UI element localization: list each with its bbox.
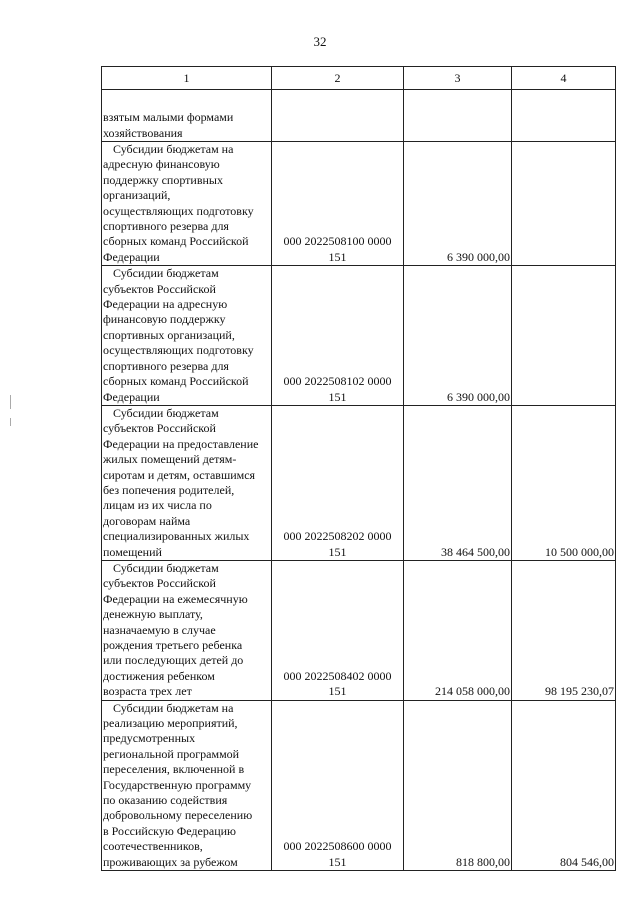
- name-line: адресную финансовую: [103, 157, 220, 172]
- table-header-row: [102, 67, 616, 90]
- name-line: спортивного резерва для: [103, 219, 229, 234]
- name-line: финансовую поддержку: [103, 312, 226, 327]
- name-line: переселения, включенной в: [103, 762, 245, 777]
- row-amount-col4: [512, 266, 616, 406]
- code-line: 000 2022508402 0000: [283, 668, 392, 683]
- row-name: [102, 405, 272, 560]
- name-line: Субсидии бюджетам: [113, 405, 219, 420]
- name-line: реализацию мероприятий,: [103, 716, 238, 731]
- table-row: [102, 700, 616, 870]
- name-line: Федерации на предоставление: [103, 436, 259, 451]
- name-line: лицам из их числа по: [103, 498, 212, 513]
- name-line: Субсидии бюджетам: [113, 266, 219, 281]
- name-line: субъектов Российской: [103, 576, 216, 591]
- name-line: возраста трех лет: [103, 684, 192, 699]
- table-row: [102, 560, 616, 700]
- row-code: [272, 90, 404, 142]
- code-line: 000 2022508100 0000: [283, 234, 392, 249]
- name-line: Субсидии бюджетам на: [113, 700, 234, 715]
- name-line: достижения ребенком: [103, 668, 215, 683]
- name-line: субъектов Российской: [103, 281, 216, 296]
- row-code: [272, 405, 404, 560]
- code-line: 000 2022508102 0000: [283, 374, 392, 389]
- code-line: 151: [328, 854, 347, 869]
- name-line: без попечения родителей,: [103, 482, 235, 497]
- row-amount-col3: 214 058 000,00: [404, 560, 512, 700]
- name-line: сборных команд Российской: [103, 374, 249, 389]
- name-line: Субсидии бюджетам: [113, 560, 219, 575]
- continuation-row: [102, 90, 616, 142]
- row-code: [272, 560, 404, 700]
- row-name: [102, 266, 272, 406]
- code-line: 151: [328, 389, 347, 404]
- row-amount-col4: [512, 90, 616, 142]
- row-amount-col4: 804 546,00: [512, 700, 616, 870]
- column-header: 4: [512, 67, 616, 90]
- page-number: 32: [313, 34, 327, 49]
- name-line: проживающих за рубежом: [103, 854, 238, 869]
- row-name: [102, 700, 272, 870]
- name-line: Федерации: [103, 389, 160, 404]
- row-name: [102, 90, 272, 142]
- row-amount-col3: 6 390 000,00: [404, 142, 512, 266]
- name-line: или последующих детей до: [103, 653, 244, 668]
- name-line: денежную выплату,: [103, 607, 203, 622]
- row-code: [272, 266, 404, 406]
- row-code: [272, 700, 404, 870]
- name-line: Федерации: [103, 249, 160, 264]
- name-line: предусмотренных: [103, 731, 196, 746]
- code-line: 151: [328, 544, 347, 559]
- name-line: осуществляющих подготовку: [103, 343, 254, 358]
- budget-table: [101, 66, 616, 871]
- name-line: сборных команд Российской: [103, 234, 249, 249]
- name-line: Федерации на адресную: [103, 297, 228, 312]
- name-line: добровольному переселению: [103, 808, 253, 823]
- row-amount-col4: 98 195 230,07: [512, 560, 616, 700]
- name-line: рождения третьего ребенка: [103, 638, 243, 652]
- name-line: Федерации на ежемесячную: [103, 591, 248, 606]
- row-amount-col3: 6 390 000,00: [404, 266, 512, 406]
- name-line: субъектов Российской: [103, 421, 216, 436]
- name-line: спортивных организаций,: [103, 327, 235, 342]
- name-line: назначаемую в случае: [103, 622, 216, 637]
- name-line: соотечественников,: [103, 839, 203, 854]
- name-line: региональной программой: [103, 746, 240, 761]
- name-line: Государственную программу: [103, 777, 252, 792]
- name-line: поддержку спортивных: [103, 172, 223, 187]
- code-line: 151: [328, 249, 347, 264]
- code-line: 151: [328, 684, 347, 699]
- name-line: спортивного резерва для: [103, 358, 229, 373]
- row-amount-col3: 38 464 500,00: [404, 405, 512, 560]
- column-header: 2: [272, 67, 404, 90]
- table-row: [102, 266, 616, 406]
- name-line: договорам найма: [103, 513, 191, 528]
- row-name: [102, 142, 272, 266]
- code-line: 000 2022508600 0000: [283, 839, 392, 854]
- name-line: Субсидии бюджетам на: [113, 142, 234, 156]
- scan-edge-mark: [10, 418, 11, 426]
- scan-edge-mark: [10, 395, 11, 409]
- name-line: осуществляющих подготовку: [103, 203, 254, 218]
- row-amount-col3: 818 800,00: [404, 700, 512, 870]
- table-row: [102, 405, 616, 560]
- table-row: [102, 142, 616, 266]
- name-line: по оказанию содействия: [103, 793, 228, 808]
- row-code: [272, 142, 404, 266]
- name-line: взятым малыми формами: [103, 110, 234, 125]
- name-line: сиротам и детям, оставшимся: [103, 467, 256, 482]
- name-line: специализированных жилых: [103, 529, 250, 544]
- row-amount-col4: [512, 142, 616, 266]
- name-line: хозяйствования: [103, 125, 183, 140]
- row-name: [102, 560, 272, 700]
- name-line: помещений: [103, 544, 162, 559]
- column-header: 1: [102, 67, 272, 90]
- name-line: жилых помещений детям-: [103, 452, 237, 467]
- code-line: 000 2022508202 0000: [283, 529, 392, 544]
- row-amount-col3: [404, 90, 512, 142]
- name-line: в Российскую Федерацию: [103, 823, 237, 838]
- column-header: 3: [404, 67, 512, 90]
- name-line: организаций,: [103, 188, 171, 203]
- row-amount-col4: 10 500 000,00: [512, 405, 616, 560]
